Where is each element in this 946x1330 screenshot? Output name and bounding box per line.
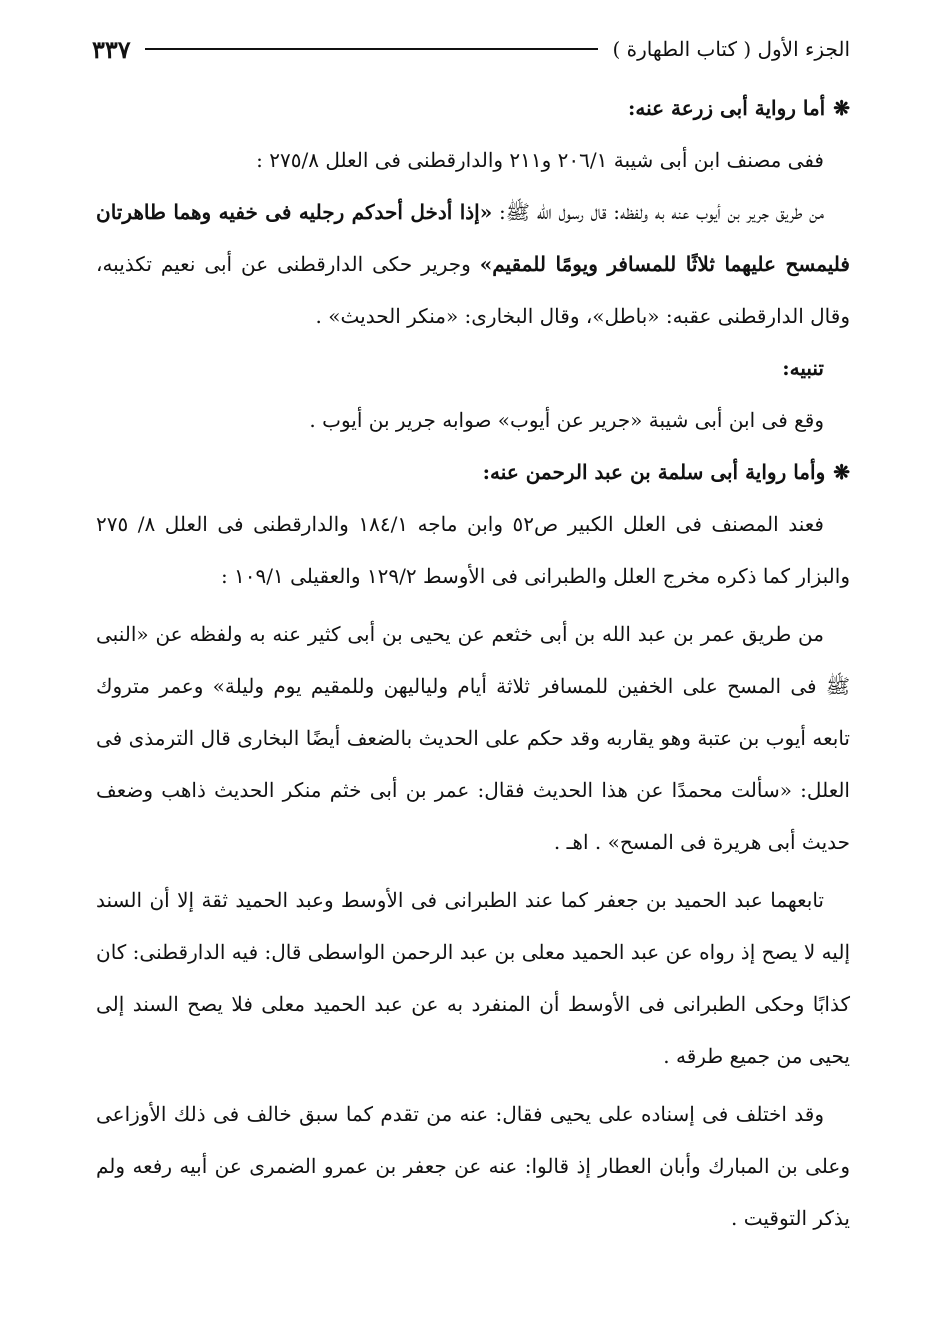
paragraph-sources: فعند المصنف فى العلل الكبير ص٥٢ وابن ماجه ١٨٤/١ والدارقطنى فى العلل ٨/ ٢٧٥ والبزار كما ذكره مخرج العلل والطبرانى فى الأوسط ١٢٩/٢ والعقيلى ١٠٩/١ : [96,512,850,588]
paragraph-umar-route: من طريق عمر بن عبد الله بن أبى خثعم عن يحيى بن أبى كثير عنه به ولفظه عن «النبى ﷺ فى المسح على الخفين للمسافر ثلاثة أيام ولياليهن وللمقيم يوم وليلة» وعمر متروك تابعه أيوب بن عتبة وهو يقاربه وقد حكم على الحديث بالضعف أيضًا البخارى قال الترمذى فى العلل: «سألت محمدًا عن هذا الحديث فقال: عمر بن أبى خثم منكر الحديث ذاهب وضعف حديث أبى هريرة فى المسح» . اهـ . [96,622,850,854]
paragraph-ibn-abi-shaybah: ففى مصنف ابن أبى شيبة ٢٠٦/١ و٢١١ والدارقطنى فى العلل ٢٧٥/٨ : [256,148,824,172]
section-heading-abu-zura: ❋أما رواية أبى زرعة عنه: [628,96,850,120]
hadith-text: «إذا أدخل أحدكم رجليه فى خفيه وهما طاهرتان فليمسح عليهما ثلاثًا للمسافر ويومًا للمقيم» [96,200,850,276]
paragraph-note: وقع فى ابن أبى شيبة «جرير عن أيوب» صوابه جرير بن أيوب . [309,408,824,432]
page-body [96,82,850,1244]
asterisk-bullet-icon: ❋ [833,96,850,120]
page-header [92,32,850,66]
paragraph-jarir-route: من طريق جرير بن أيوب عنه به ولفظه: قال رسول الله ﷺ: «إذا أدخل أحدكم رجليه فى خفيه وهما طاهرتان فليمسح عليهما ثلاثًا للمسافر ويومًا للمقيم» وجرير حكى الدارقطنى عن أبى نعيم تكذيبه، وقال الدارقطنى عقبه: «باطل»، وقال البخارى: «منكر الحديث» . [96,200,850,328]
page-number: ٣٣٧ [92,34,131,64]
header-rule [145,48,599,50]
section-heading-abu-salamah: ❋وأما رواية أبى سلمة بن عبد الرحمن عنه: [482,460,850,484]
running-title: الجزء الأول ( كتاب الطهارة ) [612,37,850,61]
paragraph-disagreement: وقد اختلف فى إسناده على يحيى فقال: عنه من تقدم كما سبق خالف فى ذلك الأوزاعى وعلى بن المبارك وأبان العطار إذ قالوا: عنه عن جعفر بن عمرو الضمرى عن أبيه رفعه ولم يذكر التوقيت . [96,1102,850,1230]
paragraph-abd-al-hamid: تابعهما عبد الحميد بن جعفر كما عند الطبرانى فى الأوسط وعبد الحميد ثقة إلا أن السند إليه لا يصح إذ رواه عن عبد الحميد معلى بن عبد الرحمن الواسطى قال: فيه الدارقطنى: كان كذابًا وحكى الطبرانى فى الأوسط أن المنفرد به عن عبد الحميد معلى فلا يصح السند إلى يحيى من جميع طرقه . [96,888,850,1068]
asterisk-bullet-icon: ❋ [833,460,850,484]
note-heading: تنبيه: [782,356,824,380]
